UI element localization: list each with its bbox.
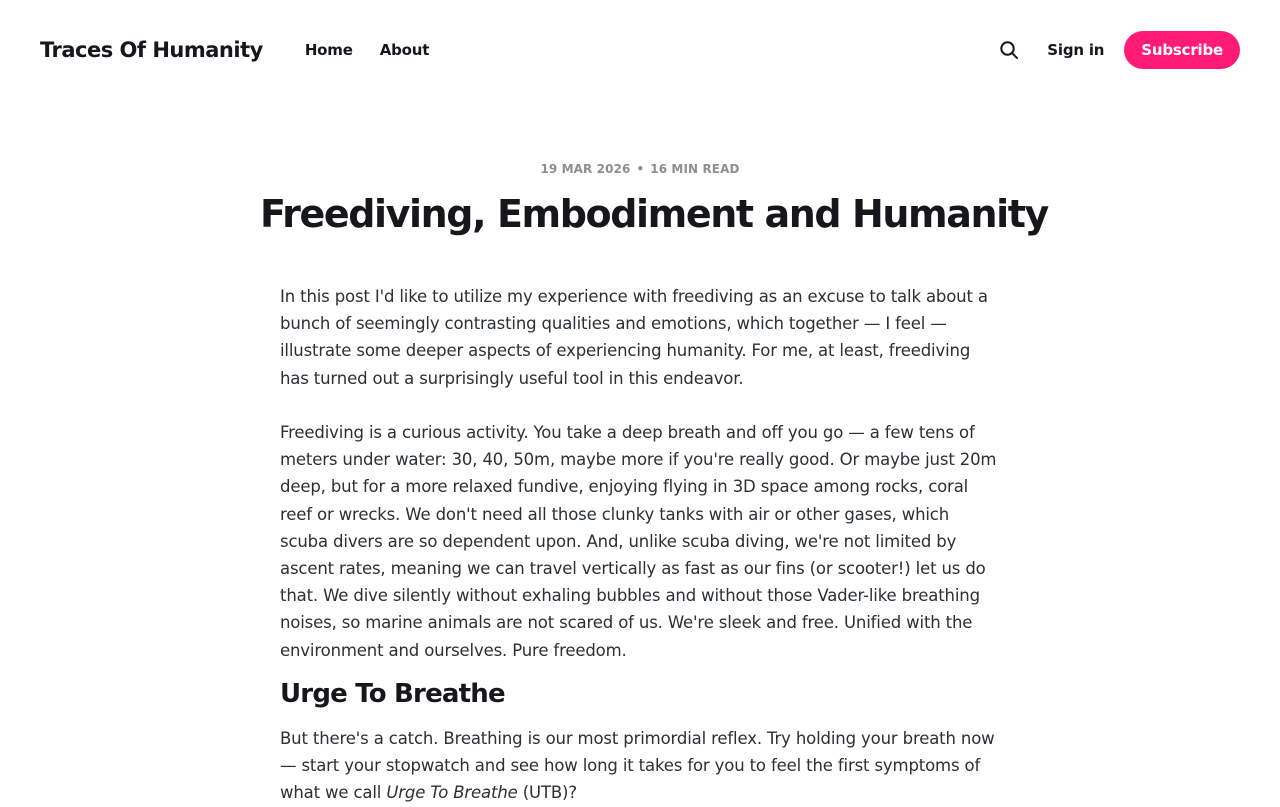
p3-text-after: (UTB)? [517,783,577,803]
p3-text-before: But there's a catch. Breathing is our most primordial reflex. Try holding your breath now — start your stopwatch and see how long it takes for you to feel the first symptoms of what we call [280,729,995,803]
paragraph-freediving: Freediving is a curious activity. You take a deep breath and off you go — a few tens of meters under water: 30, 40, 50m, maybe more if you're really good. Or maybe just 20m deep, but for a more relaxed fundive, enjoying flying in 3D space among rocks, coral reef or wrecks. We don't need all those clunky tanks with air or other gases, which scuba divers are so dependent upon. And, unlike scuba diving, we're not limited by ascent rates, meaning we can travel vertically as fast as our fins (or scooter!) let us do that. We dive silently without exhaling bubbles and without those Vader-like breathing noises, so marine animals are not scared of us. We're sleek and free. Unified with the environment and ourselves. Pure freedom. [280,423,997,660]
site-title-link[interactable]: Traces Of Humanity [40,38,263,62]
post-meta [280,162,1000,176]
paragraph-intro: In this post I'd like to utilize my experience with freediving as an excuse to talk about a bunch of seemingly contrasting qualities and emotions, which together — I feel — illustrate some deeper aspects of experiencing humanity. For me, at least, freediving has turned out a surprisingly useful tool in this endeavor. [280,287,988,388]
sign-in-link[interactable]: Sign in [1047,41,1105,59]
post-title: Freediving, Embodiment and Humanity [260,192,1048,236]
search-icon[interactable] [997,38,1021,62]
header-actions [997,31,1240,69]
subscribe-button[interactable]: Subscribe [1124,31,1240,69]
nav-item-home[interactable]: Home [304,41,353,59]
post-date: 19 MAR 2026 [540,162,631,176]
main-nav [305,41,429,59]
paragraph-urge-to-breathe [280,725,1000,807]
site-header [0,0,1280,100]
p3-emphasis: Urge To Breathe [386,783,518,803]
section-heading: Urge To Breathe [280,679,505,709]
nav-item-about[interactable]: About [379,41,430,59]
meta-separator: • [636,162,645,176]
post-read-time: 16 MIN READ [650,162,740,176]
